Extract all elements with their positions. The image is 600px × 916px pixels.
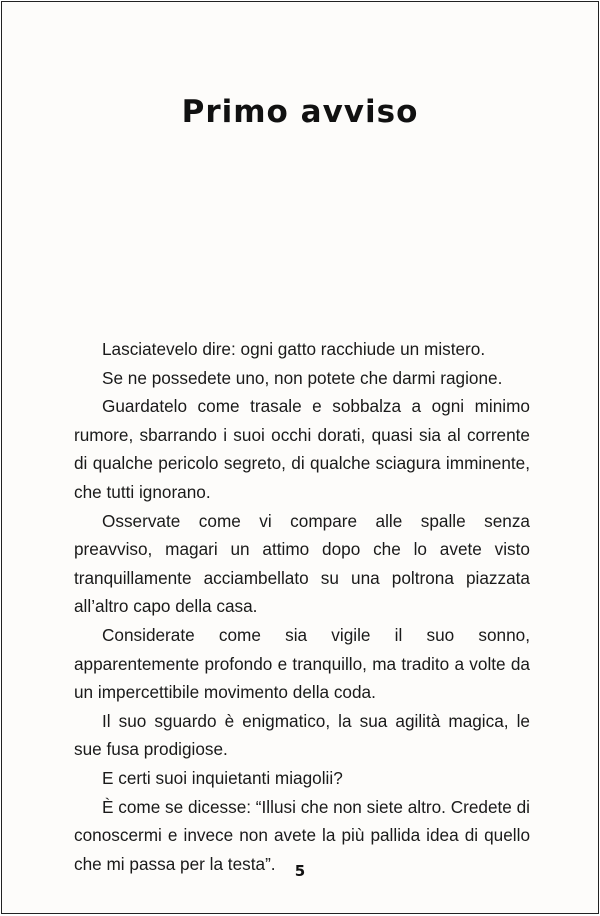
- paragraph: È come se dicesse: “Illusi che non siete altro. Credete di conoscermi e invece non avete la più pallida idea di quello che mi passa per la testa”.: [74, 796, 530, 874]
- paragraph: E certi suoi inquietanti miagolii?: [102, 767, 343, 788]
- chapter-title: Primo avviso: [181, 94, 419, 130]
- page-number: 5: [294, 862, 306, 880]
- paragraph: Osservate come vi compare alle spalle senza preavviso, magari un attimo dopo che lo avete visto tranquillamente acciambellato su una poltrona piazzata all’altro capo della casa.: [74, 510, 530, 617]
- paragraph: Guardatelo come trasale e sobbalza a ogni minimo rumore, sbarrando i suoi occhi dorati, quasi sia al corrente di qualche pericolo segreto, di qualche sciagura imminente, che tutti ignorano.: [74, 396, 530, 502]
- paragraph: Il suo sguardo è enigmatico, la sua agilità magica, le sue fusa prodigiose.: [74, 710, 530, 760]
- paragraph: Se ne possedete uno, non potete che darmi ragione.: [102, 367, 503, 388]
- book-page: [1, 1, 599, 914]
- paragraph: Lasciatevelo dire: ogni gatto racchiude un mistero.: [102, 339, 486, 359]
- body-text: [74, 335, 530, 878]
- paragraph: Considerate come sia vigile il suo sonno, apparentemente profondo e tranquillo, ma tradito a volte da un impercettibile movimento della coda.: [74, 624, 530, 703]
